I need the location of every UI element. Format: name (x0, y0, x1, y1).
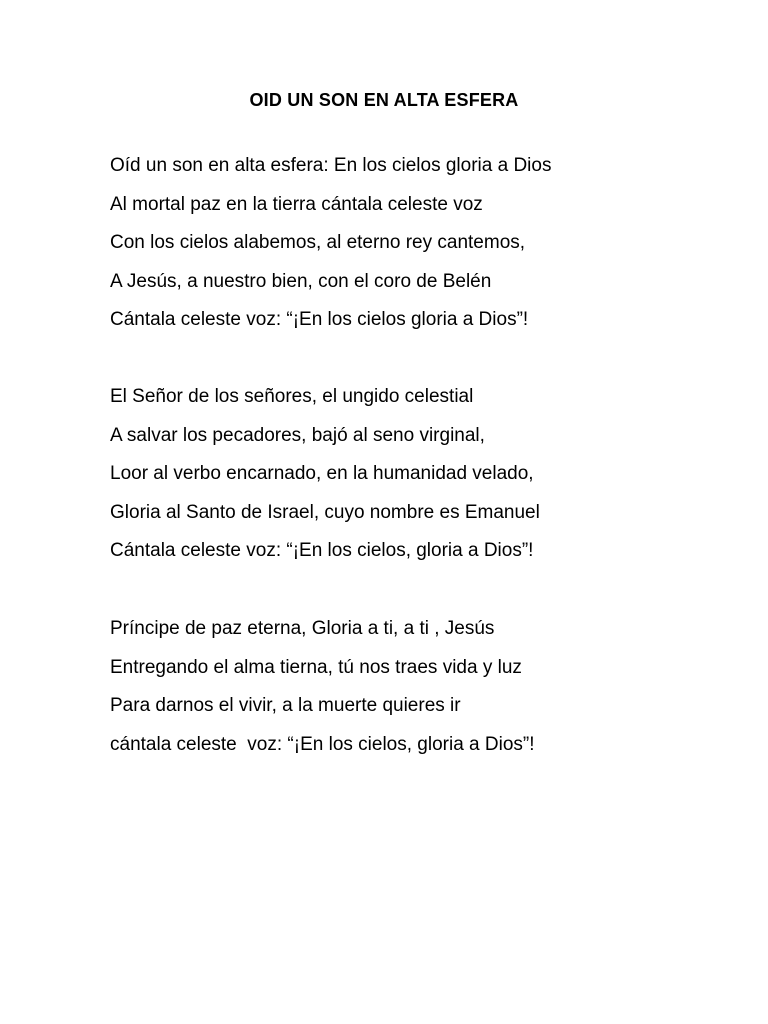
stanza-line: Entregando el alma tierna, tú nos traes vida y luz (110, 656, 522, 678)
stanza-line: El Señor de los señores, el ungido celestial (110, 386, 474, 407)
stanza-line: Cántala celeste voz: “¡En los cielos gloria a Dios”! (110, 309, 529, 331)
stanza-line: Gloria al Santo de Israel, cuyo nombre es Emanuel (110, 501, 540, 523)
stanza-2 (110, 378, 750, 571)
stanza-line: A Jesús, a nuestro bien, con el coro de Belén (110, 270, 492, 292)
stanza-line: Para darnos el vivir, a la muerte quieres ir (110, 695, 461, 717)
stanza-line: Al mortal paz en la tierra cántala celeste voz (110, 193, 483, 215)
stanza-line: Oíd un son en alta esfera: En los cielos gloria a Dios (110, 155, 552, 176)
stanza-3 (110, 610, 750, 764)
stanza-line: Cántala celeste voz: “¡En los cielos, gloria a Dios”! (110, 540, 534, 562)
stanza-line: Loor al verbo encarnado, en la humanidad velado, (110, 463, 534, 485)
stanza-line: cántala celeste voz: “¡En los cielos, gloria a Dios”! (110, 733, 535, 755)
stanza-1 (110, 147, 750, 340)
document-title: OID UN SON EN ALTA ESFERA (249, 90, 519, 110)
stanza-line: Príncipe de paz eterna, Gloria a ti, a ti , Jesús (110, 618, 495, 639)
stanza-line: Con los cielos alabemos, al eterno rey cantemos, (110, 232, 526, 254)
stanza-line: A salvar los pecadores, bajó al seno virginal, (110, 424, 485, 446)
